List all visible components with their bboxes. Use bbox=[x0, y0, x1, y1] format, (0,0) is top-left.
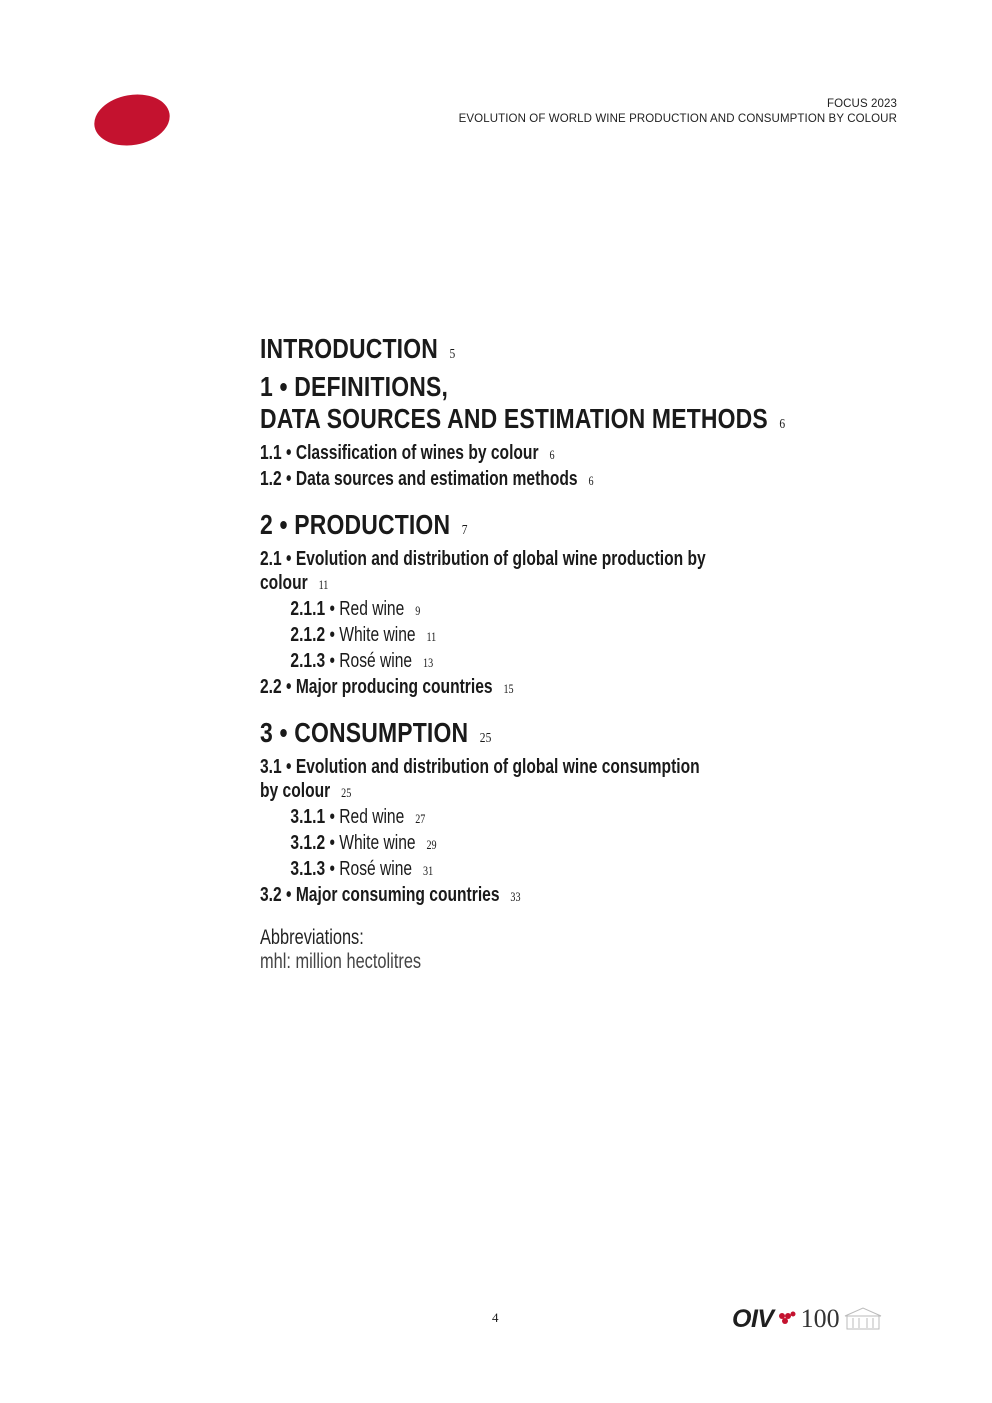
toc-page-number: 11 bbox=[318, 577, 329, 592]
toc-page-number: 13 bbox=[423, 655, 434, 670]
building-emblem-icon bbox=[843, 1306, 883, 1332]
table-of-contents bbox=[260, 333, 786, 909]
toc-page-number: 5 bbox=[449, 347, 456, 362]
toc-section-1-2[interactable]: 1.2 • Data sources and estimation methods 6 bbox=[260, 468, 594, 490]
toc-section-1-1[interactable]: 1.1 • Classification of wines by colour 6 bbox=[260, 442, 555, 464]
toc-section-2-1-line1[interactable]: 2.1 • Evolution and distribution of global wine production by bbox=[260, 548, 706, 570]
toc-section-3-1-line1[interactable]: 3.1 • Evolution and distribution of global wine consumption bbox=[260, 756, 700, 778]
toc-section-3[interactable]: 3 • CONSUMPTION 25 bbox=[260, 717, 492, 748]
header-title: EVOLUTION OF WORLD WINE PRODUCTION AND CONSUMPTION BY COLOUR bbox=[458, 113, 897, 125]
header-focus: FOCUS 2023 bbox=[826, 98, 897, 110]
abbreviations bbox=[260, 926, 421, 974]
grape-leaf-icon bbox=[777, 1311, 797, 1327]
toc-section-3-1-3[interactable]: 3.1.3 • Rosé wine 31 bbox=[290, 858, 434, 880]
toc-page-number: 33 bbox=[510, 889, 521, 904]
toc-section-3-1-2[interactable]: 3.1.2 • White wine 29 bbox=[290, 832, 437, 854]
toc-section-2-2[interactable]: 2.2 • Major producing countries 15 bbox=[260, 676, 514, 698]
toc-page-number: 6 bbox=[779, 417, 786, 432]
toc-section-2-1-line2[interactable]: colour 11 bbox=[260, 572, 329, 594]
toc-page-number: 6 bbox=[588, 473, 594, 488]
toc-page-number: 25 bbox=[341, 785, 352, 800]
red-blob-logo bbox=[90, 89, 174, 151]
toc-page-number: 25 bbox=[479, 731, 492, 746]
toc-section-3-2[interactable]: 3.2 • Major consuming countries 33 bbox=[260, 884, 521, 906]
toc-section-1-line1[interactable]: 1 • DEFINITIONS, bbox=[260, 371, 448, 402]
oiv-wordmark: OIV bbox=[732, 1304, 774, 1333]
toc-section-2[interactable]: 2 • PRODUCTION 7 bbox=[260, 509, 468, 540]
oiv-100-number: 100 bbox=[800, 1304, 840, 1333]
toc-page-number: 11 bbox=[426, 629, 437, 644]
toc-page-number: 9 bbox=[415, 603, 421, 618]
abbreviations-title: Abbreviations: bbox=[260, 926, 364, 949]
page-number: 4 bbox=[492, 1310, 499, 1325]
oiv-100-logo bbox=[732, 1303, 883, 1335]
toc-page-number: 7 bbox=[461, 523, 468, 538]
toc-section-3-1-1[interactable]: 3.1.1 • Red wine 27 bbox=[290, 806, 426, 828]
toc-introduction[interactable]: INTRODUCTION 5 bbox=[260, 333, 456, 364]
toc-page-number: 31 bbox=[423, 863, 434, 878]
toc-section-3-1-line2[interactable]: by colour 25 bbox=[260, 780, 352, 802]
abbreviation-entry: mhl: million hectolitres bbox=[260, 950, 422, 973]
toc-page-number: 6 bbox=[549, 447, 555, 462]
document-header bbox=[459, 97, 897, 127]
toc-section-1-line2[interactable]: DATA SOURCES AND ESTIMATION METHODS 6 bbox=[260, 403, 786, 434]
toc-section-2-1-3[interactable]: 2.1.3 • Rosé wine 13 bbox=[290, 650, 434, 672]
toc-page-number: 29 bbox=[426, 837, 437, 852]
toc-page-number: 15 bbox=[503, 681, 514, 696]
toc-section-2-1-2[interactable]: 2.1.2 • White wine 11 bbox=[290, 624, 437, 646]
toc-section-2-1-1[interactable]: 2.1.1 • Red wine 9 bbox=[290, 598, 421, 620]
toc-page-number: 27 bbox=[415, 811, 426, 826]
